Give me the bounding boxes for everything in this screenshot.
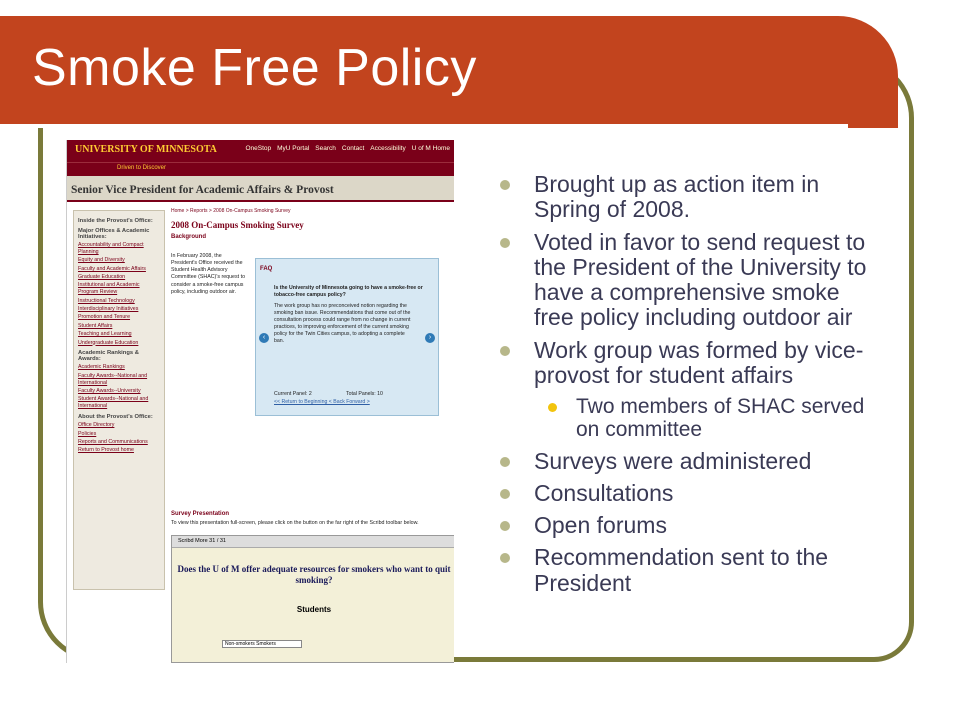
bullet-list xyxy=(498,172,878,603)
sidebar-link[interactable]: Teaching and Learning xyxy=(78,331,132,338)
link-accessibility[interactable]: Accessibility xyxy=(370,145,406,152)
sidebar-link[interactable]: Policies xyxy=(78,430,97,437)
sidebar-link[interactable]: Institutional and Academic Program Review xyxy=(78,282,140,296)
sidebar-link[interactable]: Promotion and Tenure xyxy=(78,314,131,321)
faq-answer: The work group has no preconceived notion regarding the smoking ban issue. Recommendations that come out of the consultation process could range from no change in current practices, to improving enforcement of the current smoking policy for the Twin Cities campus, to adopting a complete ban. xyxy=(274,303,411,345)
faq-current-panel: Current Panel: 2 xyxy=(274,391,312,397)
sidebar-link[interactable]: Undergraduate Education xyxy=(78,339,139,346)
sidebar-link[interactable]: Accountability and Compact Planning xyxy=(78,242,144,255)
bullet-item: Open forums xyxy=(498,513,878,538)
bullet-item: Recommendation sent to the President xyxy=(498,545,878,596)
umn-tagline: Driven to Discover xyxy=(67,162,454,176)
slide-title: Smoke Free Policy xyxy=(32,39,477,97)
background-heading: Background xyxy=(171,233,207,240)
umn-brand: UNIVERSITY OF MINNESOTA xyxy=(75,144,217,155)
bullet-item: Brought up as action item in Spring of 2008. xyxy=(498,172,878,223)
presentation-chart-title: Students xyxy=(296,604,332,614)
sidebar-link[interactable]: Faculty and Academic Affairs xyxy=(78,265,146,272)
presentation-legend: Non-smokers Smokers xyxy=(222,640,302,648)
bullet-item: Work group was formed by vice-provost for student affairs xyxy=(498,338,878,389)
link-onestop[interactable]: OneStop xyxy=(245,145,272,152)
sidebar-sub1: Major Offices & Academic Initiatives: xyxy=(78,228,150,240)
background-text: In February 2008, the President's Office received the Student Health Advisory Committee (SHAC)'s request to consider a smoke-free campus policy, including outdoor air. xyxy=(171,252,246,295)
umn-header xyxy=(67,140,454,162)
bullet-item: Consultations xyxy=(498,481,878,506)
sidebar-link[interactable]: Academic Rankings xyxy=(78,364,125,371)
faq-question: Is the University of Minnesota going to have a smoke-free or tobacco-free campus policy? xyxy=(274,285,423,299)
sidebar-link[interactable]: Student Affairs xyxy=(78,322,113,329)
scribd-viewer[interactable] xyxy=(171,535,454,663)
faq-panel xyxy=(255,258,439,416)
link-search[interactable]: Search xyxy=(315,145,336,152)
umn-top-links xyxy=(245,145,450,152)
title-underline xyxy=(0,124,848,128)
return-link[interactable]: Return to Provost home xyxy=(78,447,134,454)
presentation-text: To view this presentation full-screen, please click on the button on the far right of the Scribd toolbar below. xyxy=(171,520,419,526)
faq-label: FAQ xyxy=(260,266,273,272)
sidebar-link[interactable]: Office Directory xyxy=(78,422,115,429)
sidebar-link[interactable]: Student Awards--National and International xyxy=(78,396,149,410)
faq-prev-icon[interactable]: ‹ xyxy=(259,333,269,343)
provost-banner: Senior Vice President for Academic Affairs & Provost xyxy=(67,176,454,202)
main-content xyxy=(171,208,451,526)
link-umn-home[interactable]: U of M Home xyxy=(411,145,450,152)
presentation-heading: Survey Presentation xyxy=(171,511,230,517)
sidebar-heading: Inside the Provost's Office: xyxy=(78,218,153,224)
faq-nav[interactable]: << Return to Beginning < Back Forward > xyxy=(274,399,370,405)
bullet-item: Voted in favor to send request to the President of the University to have a comprehensive smoke free policy including outdoor air xyxy=(498,230,878,331)
sidebar-link[interactable]: Faculty Awards--National and International xyxy=(78,372,148,386)
sidebar-link[interactable]: Interdisciplinary Initiatives xyxy=(78,306,139,312)
breadcrumb[interactable]: Home > Reports > 2008 On-Campus Smoking Survey xyxy=(171,208,291,214)
sidebar-link[interactable]: Reports and Communications xyxy=(78,438,148,445)
provost-sidebar xyxy=(73,210,165,590)
sidebar-link[interactable]: Graduate Education xyxy=(78,274,126,280)
sidebar-link[interactable]: Instructional Technology xyxy=(78,297,135,304)
page-title: 2008 On-Campus Smoking Survey xyxy=(171,219,304,230)
bullet-item: Surveys were administered xyxy=(498,449,878,474)
link-myu[interactable]: MyU Portal xyxy=(277,145,310,152)
scribd-toolbar[interactable]: Scribd More 31 / 31 xyxy=(172,536,454,548)
embedded-screenshot xyxy=(66,140,454,663)
sidebar-link[interactable]: Equity and Diversity xyxy=(78,257,125,264)
sidebar-sub3: About the Provost's Office: xyxy=(78,414,153,421)
sidebar-link[interactable]: Faculty Awards--University xyxy=(78,388,141,394)
faq-next-icon[interactable]: › xyxy=(425,333,435,343)
sub-bullet-item: Two members of SHAC served on committee xyxy=(498,395,878,441)
faq-total-panels: Total Panels: 10 xyxy=(346,391,383,397)
presentation-question: Does the U of M offer adequate resources for smokers who want to quit smoking? xyxy=(177,564,451,586)
link-contact[interactable]: Contact xyxy=(341,145,365,152)
sidebar-sub2: Academic Rankings & Awards: xyxy=(78,350,139,363)
